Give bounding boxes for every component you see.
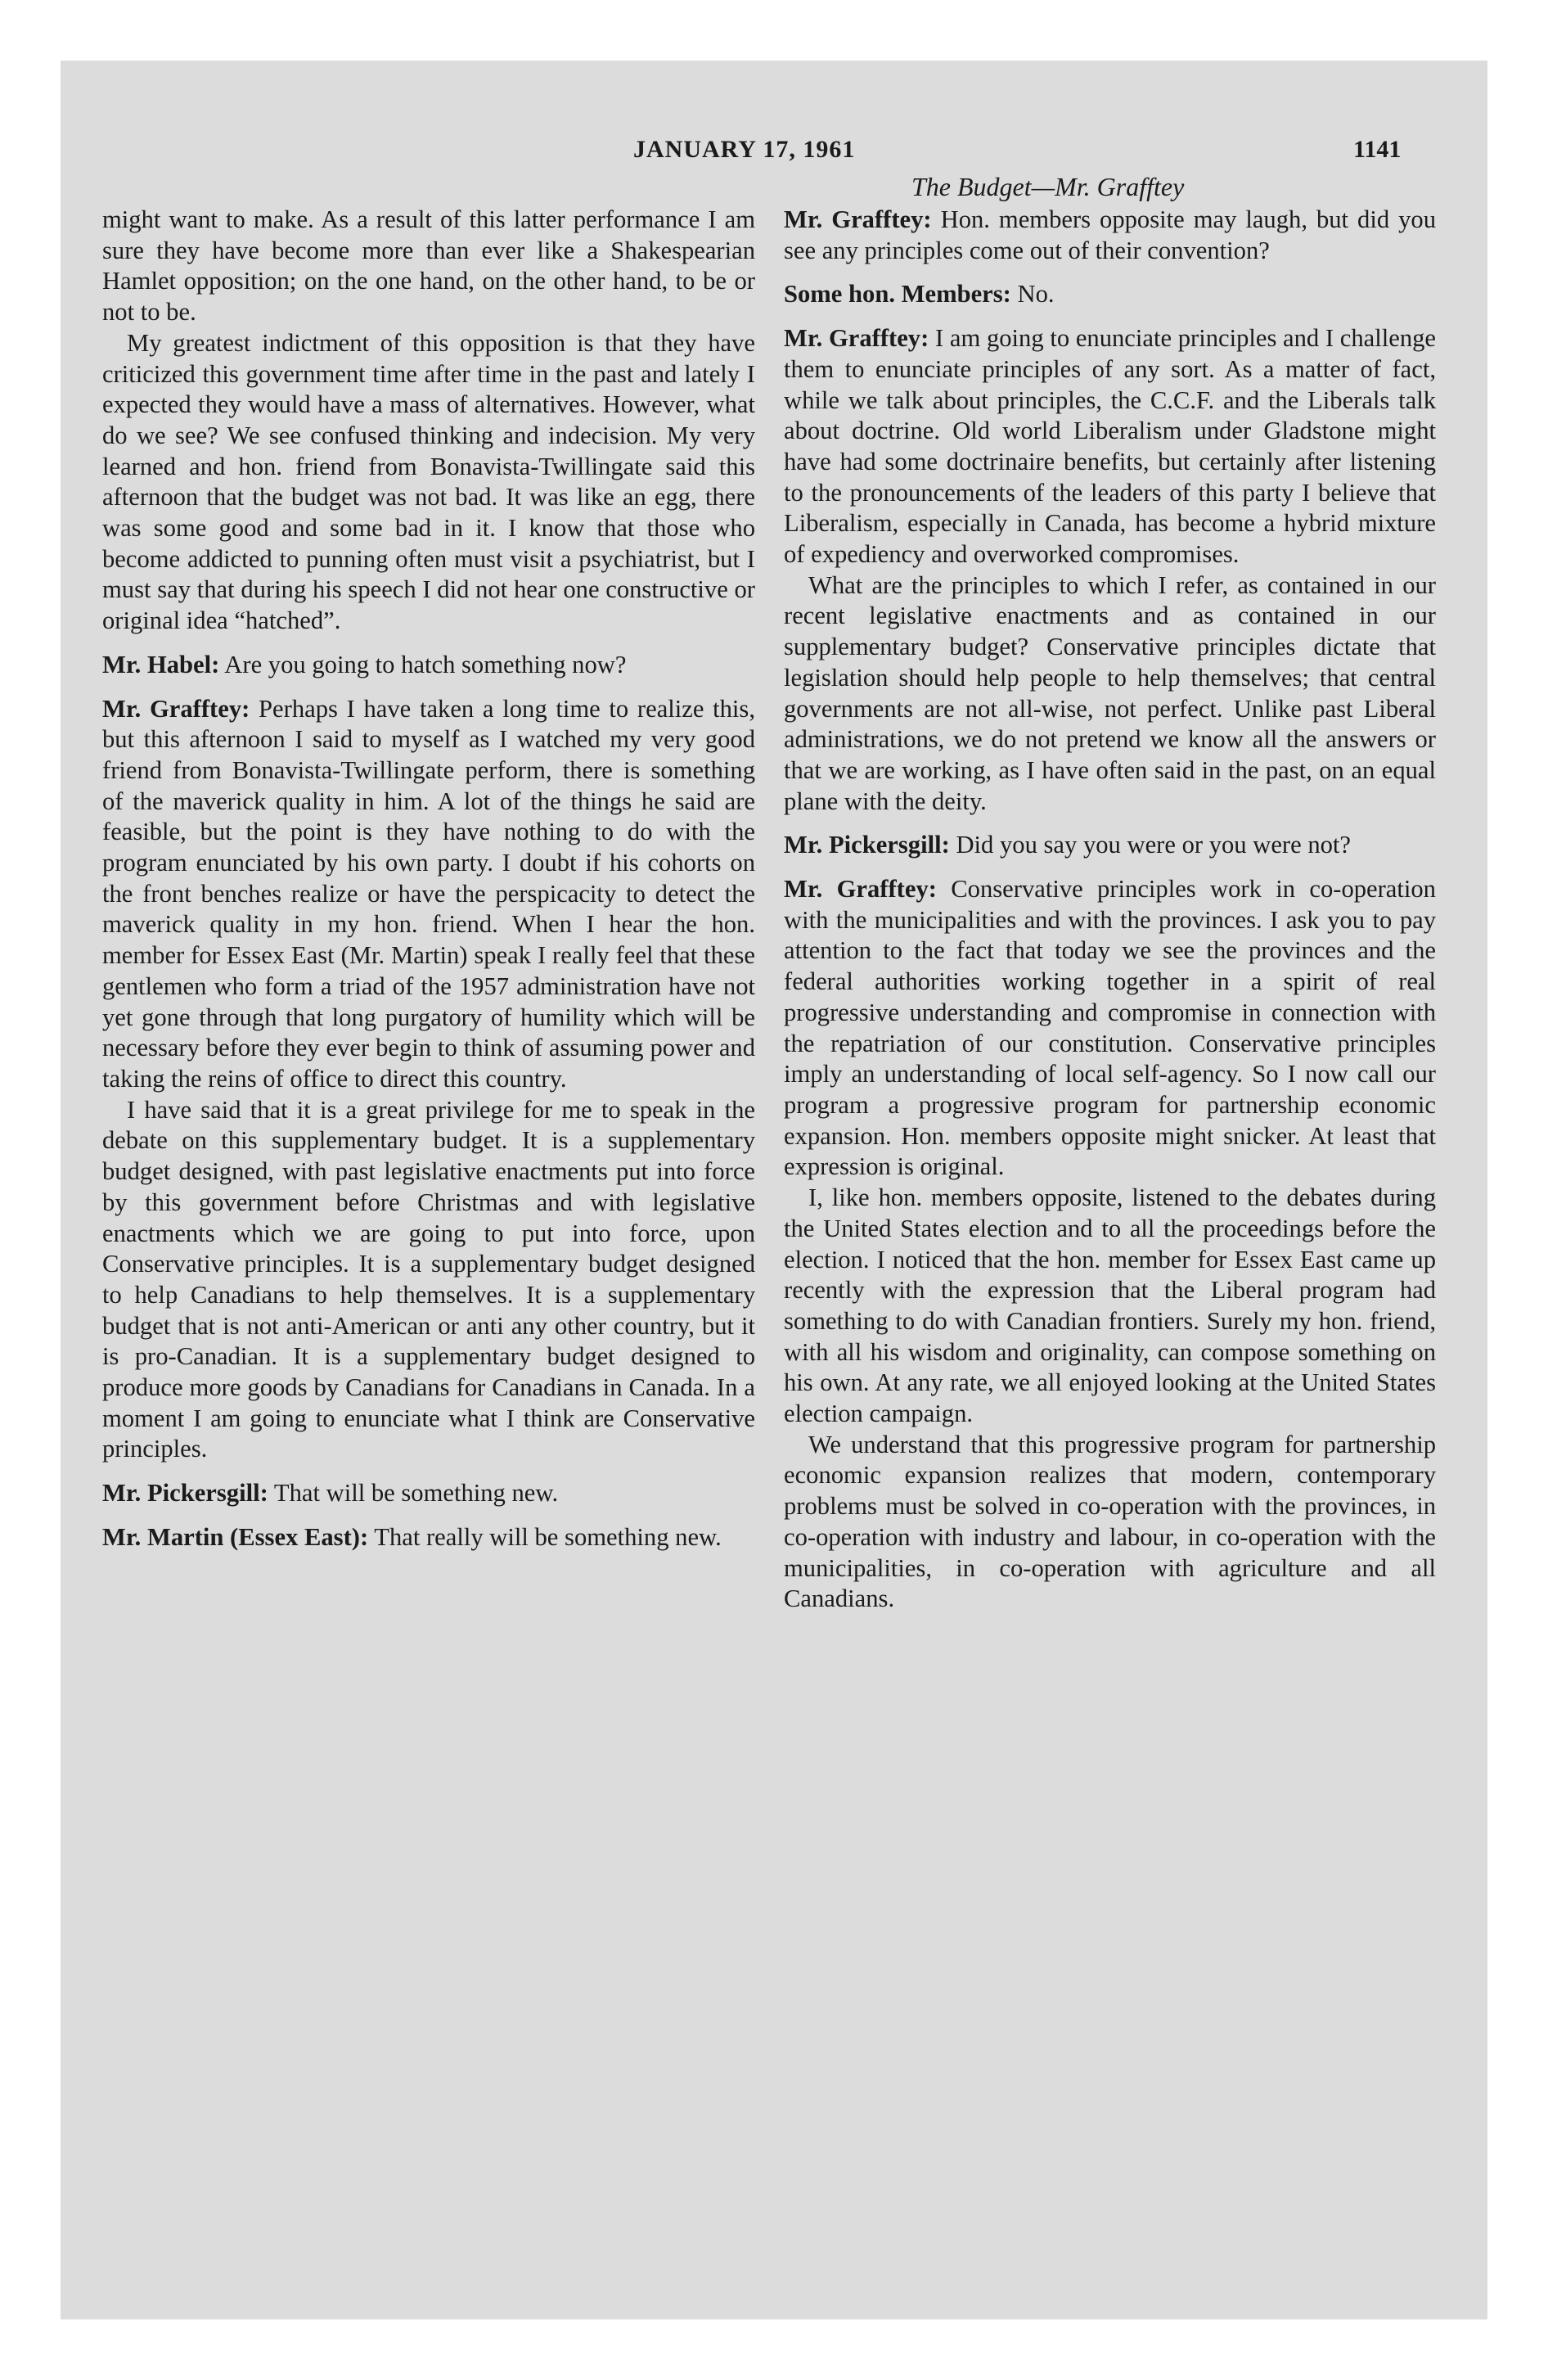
left-column [102, 205, 755, 1566]
speech [102, 650, 755, 681]
paragraph-text: My greatest indictment of this opposition is that they have criticized this government time after time in the past and lately I expected they would have a mass of alternatives. However, what do we see? We see confused thinking and indecision. My very learned and hon. friend from Bonavista-Twillingate said this afternoon that the budget was not bad. It was like an egg, there was some good and some bad in it. I know that those who become addicted to punning often must visit a psychiatrist, but I must say that during his speech I did not hear one constructive or original idea “hatched”. [102, 328, 755, 635]
speaker-name: Mr. Pickersgill: [102, 1479, 268, 1508]
speech [102, 1478, 755, 1509]
paragraph-text: We understand that this progressive program for partnership economic expansion realizes that modern, contemporary problems must be solved in co-operation with the provinces, in co-operation with industry and labour, in co-operation with the municipalities, in co-operation with agriculture and all Canadians. [784, 1430, 1436, 1613]
running-head: The Budget—Mr. Grafftey [911, 172, 1185, 201]
document-page [61, 61, 1487, 2319]
speaker-name: Mr. Pickersgill: [784, 831, 950, 859]
speech-text: Perhaps I have taken a long time to realize this, but this afternoon I said to myself as I watched my very good friend from Bonavista-Twillingate perform, there is something of the maverick quality in him. A lot of the things he said are feasible, but the point is they have nothing to do with the program enunciated by his own party. I doubt if his cohorts on the front benches realize or have the perspicacity to detect the maverick quality in my hon. friend. When I hear the hon. member for Essex East (Mr. Martin) speak I really feel that these gentlemen who form a triad of the 1957 administration have not yet gone through that long purgatory of humility which will be necessary before they ever begin to think of assuming power and taking the reins of office to direct this country. [102, 694, 755, 1093]
speaker-name: Mr. Grafftey: [784, 205, 932, 233]
speech [784, 874, 1436, 1183]
speech-text: That really will be something new. [374, 1522, 722, 1551]
speaker-name: Mr. Grafftey: [102, 694, 250, 723]
speech [784, 205, 1436, 266]
paragraph [102, 205, 755, 328]
speech [102, 1522, 755, 1553]
speaker-name: Mr. Grafftey: [784, 875, 937, 904]
speech-text: That will be something new. [273, 1479, 559, 1508]
right-column [784, 205, 1436, 1628]
speech [784, 830, 1436, 861]
paragraph-text: might want to make. As a result of this latter performance I am sure they have become more than ever like a Shakespearian Hamlet opposition; on the one hand, on the other hand, to be or not to be. [102, 205, 755, 327]
speech-text: I am going to enunciate principles and I challenge them to enunciate principles of any sort. As a matter of fact, while we talk about principles, the C.C.F. and the Liberals talk about doctrine. Old world Liberalism under Gladstone might have had some doctrinaire benefits, but certainly after listening to the pronouncements of the leaders of this party I believe that Liberalism, especially in Canada, has become a hybrid mixture of expediency and overworked compromises. [784, 324, 1437, 569]
page-number: 1141 [1353, 136, 1402, 163]
speech [102, 694, 755, 1095]
paragraph [784, 1183, 1436, 1430]
speaker-name: Some hon. Members: [784, 280, 1011, 309]
speaker-name: Mr. Martin (Essex East): [102, 1522, 369, 1551]
speech-text: Hon. members opposite may laugh, but did you see any principles come out of their convention? [784, 205, 1437, 264]
speech-text: Did you say you were or you were not? [956, 831, 1352, 859]
speech [784, 323, 1436, 570]
paragraph [784, 1430, 1436, 1615]
paragraph [784, 570, 1436, 818]
speech-text: Are you going to hatch something now? [224, 650, 627, 678]
speaker-name: Mr. Grafftey: [784, 324, 929, 353]
speech-text: No. [1017, 280, 1055, 309]
paragraph [102, 1095, 755, 1465]
paragraph [102, 328, 755, 637]
paragraph-text: What are the principles to which I refer, as contained in our recent legislative enactments and as contained in our supplementary budget? Conservative principles dictate that legislation should help people to help themselves; that central governments are not all-wise, not perfect. Unlike past Liberal administrations, we do not pretend we know all the answers or that we are working, as I have often said in the past, on an equal plane with the deity. [784, 570, 1436, 815]
speech [784, 279, 1436, 310]
paragraph-text: I have said that it is a great privilege for me to speak in the debate on this supplementary budget. It is a supplementary budget designed, with past legislative enactments put into force by this government before Christmas and with legislative enactments which we are going to put into force, upon Conservative principles. It is a supplementary budget designed to help Canadians to help themselves. It is a supplementary budget that is not anti-American or anti any other country, but it is pro-Canadian. It is a supplementary budget designed to produce more goods by Canadians for Canadians in Canada. In a moment I am going to enunciate what I think are Conservative principles. [102, 1095, 755, 1463]
paragraph-text: I, like hon. members opposite, listened to the debates during the United States election and to all the proceedings before the election. I noticed that the hon. member for Essex East came up recently with the expression that the Liberal program had something to do with Canadian frontiers. Surely my hon. friend, with all his wisdom and originality, can compose something on his own. At any rate, we all enjoyed looking at the United States election campaign. [784, 1183, 1436, 1428]
speech-text: Conservative principles work in co-operation with the municipalities and with the provinces. I ask you to pay attention to the fact that today we see the provinces and the federal authorities working together in a spirit of real progressive understanding and compromise in connection with the repatriation of our constitution. Conservative principles imply an understanding of local self-agency. So I now call our program a progressive program for partnership economic expansion. Hon. members opposite might snicker. At least that expression is original. [784, 875, 1436, 1181]
speaker-name: Mr. Habel: [102, 650, 220, 678]
page-date: JANUARY 17, 1961 [633, 136, 856, 163]
